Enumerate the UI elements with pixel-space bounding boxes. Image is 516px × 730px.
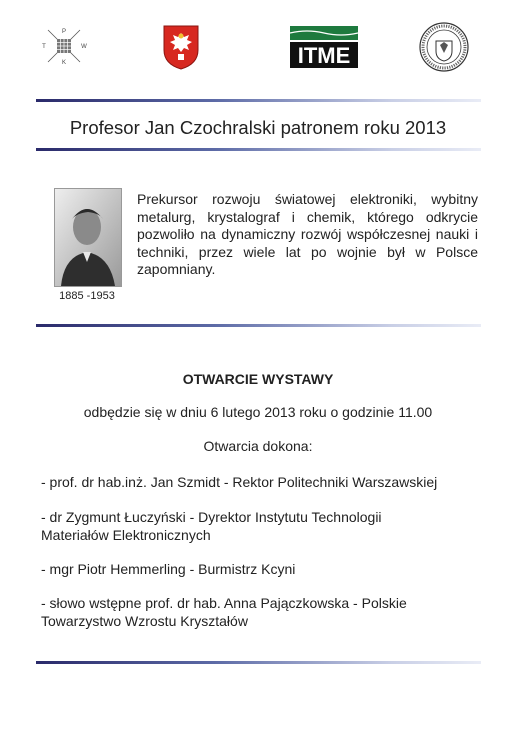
ptwk-logo: [40, 26, 88, 66]
opening-label: Otwarcia dokona:: [203, 438, 313, 454]
speaker-line: - mgr Piotr Hemmerling - Burmistrz Kcyni: [41, 561, 296, 577]
page-title: Profesor Jan Czochralski patronem roku 2013: [69, 117, 447, 138]
divider-bottom: [36, 661, 481, 664]
divider-below-title: [36, 148, 481, 151]
speaker-line: - prof. dr hab.inż. Jan Szmidt - Rektor Politechniki Warszawskiej: [41, 474, 438, 490]
itme-logo-text: ITME: [297, 43, 351, 68]
divider-top: [36, 99, 481, 102]
itme-logo: [290, 26, 358, 68]
speaker-line: - dr Zygmunt Łuczyński - Dyrektor Instytutu Technologii Materiałów Elektronicznych: [41, 509, 382, 543]
event-date-line: odbędzie się w dniu 6 lutego 2013 roku o godzinie 11.00: [83, 404, 433, 420]
coat-of-arms-logo: [162, 24, 200, 70]
speaker-line: - słowo wstępne prof. dr hab. Anna Pajączkowska - Polskie Towarzystwo Wzrostu Kryształów: [41, 595, 407, 629]
life-dates: 1885 -1953: [59, 290, 115, 302]
university-seal-logo: [418, 21, 470, 73]
ptwk-letter-bottom: K: [61, 60, 67, 66]
divider-middle: [36, 324, 481, 327]
ptwk-letter-right: W: [81, 44, 87, 50]
ptwk-letter-top: P: [61, 29, 67, 35]
portrait-photo: [54, 188, 122, 287]
intro-paragraph: Prekursor rozwoju światowej elektroniki, wybitny metalurg, krystalograf i chemik, którego odkrycie pozwoliło na dynamiczny rozwój współczesnej nauki i techniki, przez wiele lat po wojnie był w Polsce zapomniany.: [137, 191, 478, 277]
event-heading: OTWARCIE WYSTAWY: [182, 371, 334, 387]
ptwk-letter-left: T: [42, 44, 46, 50]
